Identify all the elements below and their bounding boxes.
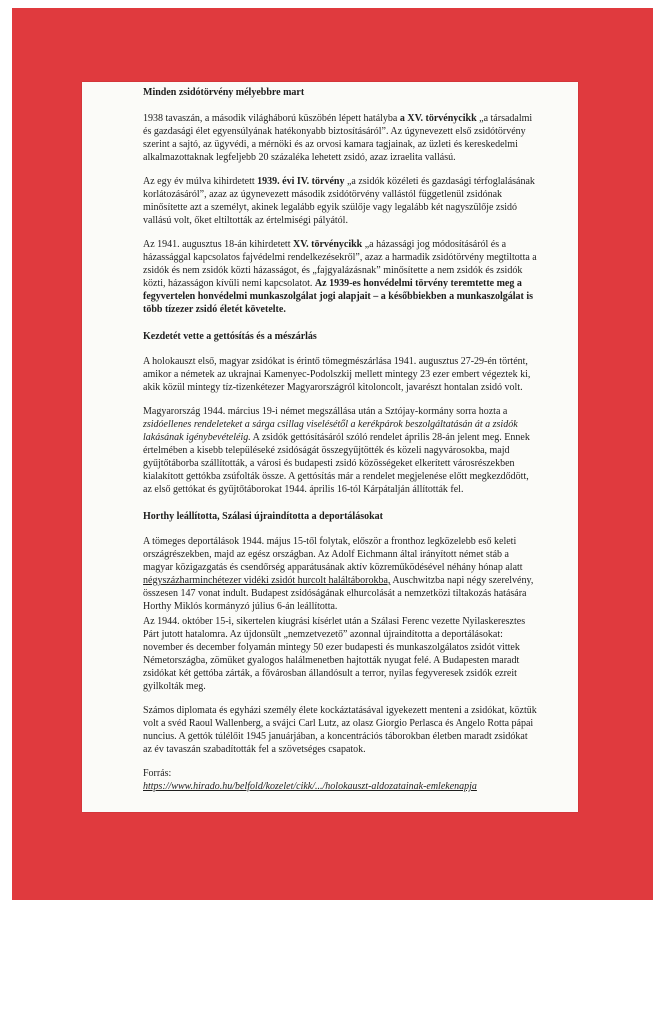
section-1-paragraph-3: Az 1941. augusztus 18-án kihirdetett XV. törvénycikk „a házassági jog módosításáról és a házassággal kapcsolatos fajvédelmi rendelkezésekről”, azaz a harmadik zsidótörvény megtiltotta a zsidók és nem zsidók közti házasságot, és „fajgyalázásnak” minősítette a nem zsidók és zsidók közti, házasságon kívüli nemi kapcsolatot. Az 1939-es honvédelmi törvény teremtette meg a fegyvertelen honvédelmi munkaszolgálat jogi alapjait – a későbbiekben a munkaszolgálat is több tízezer zsidó életét követelte. xyxy=(143,239,537,315)
section-2-title: Kezdetét vette a gettósítás és a mészárlás xyxy=(143,331,317,342)
section-3-paragraph-3: Számos diplomata és egyházi személy élete kockáztatásával igyekezett menteni a zsidókat, köztük volt a svéd Raoul Wallenberg, a svájci Carl Lutz, az olasz Giorgio Perlasca és Angelo Rotta pápai nuncius. A gettók túlélőit 1945 januárjában, a koncentrációs táborokban életben maradt zsidókat az év tavaszán szabadították fel a szövetséges csapatok. xyxy=(143,705,537,755)
section-1-title: Minden zsidótörvény mélyebbre mart xyxy=(143,87,305,98)
source-link[interactable]: https://www.hirado.hu/belfold/kozelet/cikk/.../holokauszt-aldozatainak-emlekenapja xyxy=(143,781,477,792)
section-3-paragraph-2: Az 1944. október 15-i, sikertelen kiugrási kísérlet után a Szálasi Ferenc vezette Nyilaskeresztes Párt jutott hatalomra. Az újdonsült „nemzetvezető” azonnal újraindította a deportálásokat: november és december folyamán mintegy 50 ezer budapesti és munkaszolgálatos zsidót vittek Németországba, zömüket gyalogos halálmenetben hajtották nyugat felé. A Budapesten maradt zsidókat két gettóba zárták, a fővárosban állandósult a terror, nyilas fegyveresek zsidók ezreit gyilkolták meg. xyxy=(143,616,526,692)
bold-law-reference: a XV. törvénycikk xyxy=(399,113,477,124)
article xyxy=(143,86,538,793)
source-label: Forrás: xyxy=(143,768,172,779)
bold-law-reference: XV. törvénycikk xyxy=(292,239,363,250)
underlined-highlight: négyszázharminchétezer vidéki zsidót hurcolt haláltáborokba, xyxy=(143,575,391,586)
section-1-paragraph-1: 1938 tavaszán, a második világháború küszöbén lépett hatályba a XV. törvénycikk „a társadalmi és gazdasági élet egyensúlyának hatékonyabb biztosításáról”. Az úgynevezett első zsidótörvény szerint a sajtó, az ügyvédi, a mérnöki és az orvosi kamara tagjainak, az üzleti és kereskedelmi alkalmazottaknak legfeljebb 20 százaléka lehetett zsidó, azaz izraelita vallású. xyxy=(143,113,533,163)
bold-law-reference: 1939. évi IV. törvény xyxy=(257,176,345,187)
section-1-paragraph-2: Az egy év múlva kihirdetett 1939. évi IV. törvény „a zsidók közéleti és gazdasági térfoglalásának korlátozásáról”, azaz az úgynevezett második zsidótörvény vallástól függetlenül zsidónak minősítette azt a személyt, akinek legalább egyik szülője vagy legalább két nagyszülője zsidó vallású volt, őket eltiltották az értelmiségi pályától. xyxy=(143,176,535,226)
bold-highlight: Az 1939-es honvédelmi törvény teremtette meg a fegyvertelen honvédelmi munkaszolgálat jogi alapjait – a későbbiekben a munkaszolgálat is több tízezer zsidó életét követelte. xyxy=(143,278,534,315)
section-3-paragraph-1: A tömeges deportálások 1944. május 15-től folytak, először a fronthoz legközelebb eső keleti országrészekben, majd az egész országban. Az Adolf Eichmann által irányított német stáb a magyar közigazgatás és csendőrség apparátusának aktív közreműködésével néhány hónap alatt négyszázharminchétezer vidéki zsidót hurcolt haláltáborokba, Auschwitzba napi négy szerelvény, összesen 147 vonat indult. Budapest zsidóságának elhurcolását a nemzetközi tiltakozás hatására Horthy Miklós kormányzó július 6-án leállította. xyxy=(143,536,534,612)
section-3-title: Horthy leállította, Szálasi újraindította a deportálásokat xyxy=(143,511,383,522)
italic-highlight: zsidóellenes rendeleteket a sárga csillag viselésétől a kerékpárok beszolgáltatásán át a zsidók lakásának igénybevételéig. xyxy=(143,419,518,443)
section-2-paragraph-1: A holokauszt első, magyar zsidókat is érintő tömegmészárlása 1941. augusztus 27-29-én történt, amikor a németek az ukrajnai Kamenyec-Podolszkij mellett mintegy 23 ezer embert végeztek ki, akik közül mintegy tíz-tizenkétezer Magyarországról kitoloncolt, javarészt hontalan zsidó volt. xyxy=(143,356,531,393)
section-2-paragraph-2: Magyarország 1944. március 19-i német megszállása után a Sztójay-kormány sorra hozta a zsidóellenes rendeleteket a sárga csillag viselésétől a kerékpárok beszolgáltatásán át a zsidók lakásának igénybevételéig. A zsidók gettósításáról szóló rendelet április 28-án jelent meg. Ennek értelmében a kisebb településeké zsidóságát összegyűjtötték és közeli nagyvárosokba, majd gyűjtőtáborba szállították, a városi és budapesti zsidó közösségeket elkerített városrészekben kialakított gettókba zsúfolták össze. A gettósítás már a rendelet megjelenése előtt megkezdődött, az első gettókat és gyűjtőtáborokat 1944. április 16-tól Kárpátalján állították fel. xyxy=(143,406,530,495)
